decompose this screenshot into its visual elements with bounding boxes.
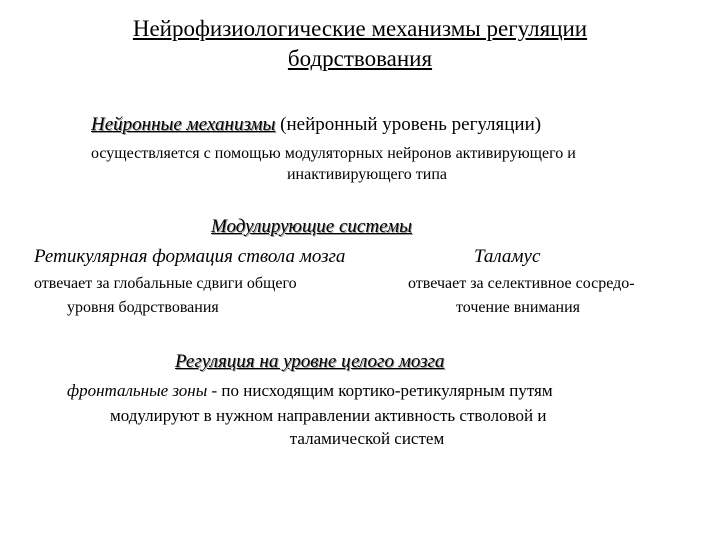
thalamus-description-line-1: отвечает за селективное сосредо- <box>408 275 635 292</box>
reticular-description-line-2: уровня бодрствования <box>67 299 219 316</box>
neuronal-description-line-2: инактивирующего типа <box>286 166 447 183</box>
neuronal-heading: Нейронные механизмы <box>91 114 276 135</box>
whole-brain-line-2: модулируют в нужном направлении активность стволовой и <box>110 406 547 425</box>
slide-title-line-1: Нейрофизиологические механизмы регуляции <box>132 16 588 41</box>
reticular-formation-label: Ретикулярная формация ствола мозга <box>34 246 346 267</box>
neuronal-heading-suffix: (нейронный уровень регуляции) <box>275 114 542 135</box>
neuronal-heading-line <box>91 114 541 136</box>
whole-brain-line-1-rest: - по нисходящим кортико-ретикулярным путям <box>207 381 553 400</box>
frontal-zones-term: фронтальные зоны <box>67 381 208 400</box>
whole-brain-heading: Регуляция на уровне целого мозга <box>175 351 445 372</box>
whole-brain-line-3: таламической систем <box>289 429 445 448</box>
reticular-description-line-1: отвечает за глобальные сдвиги общего <box>34 275 297 292</box>
thalamus-description-line-2: точение внимания <box>456 299 581 316</box>
modulating-systems-heading: Модулирующие системы <box>211 216 413 237</box>
slide-title-line-2: бодрствования <box>287 46 433 71</box>
thalamus-label: Таламус <box>474 246 541 267</box>
whole-brain-line-1 <box>67 381 553 401</box>
neuronal-description-line-1: осуществляется с помощью модуляторных нейронов активирующего и <box>91 145 576 162</box>
